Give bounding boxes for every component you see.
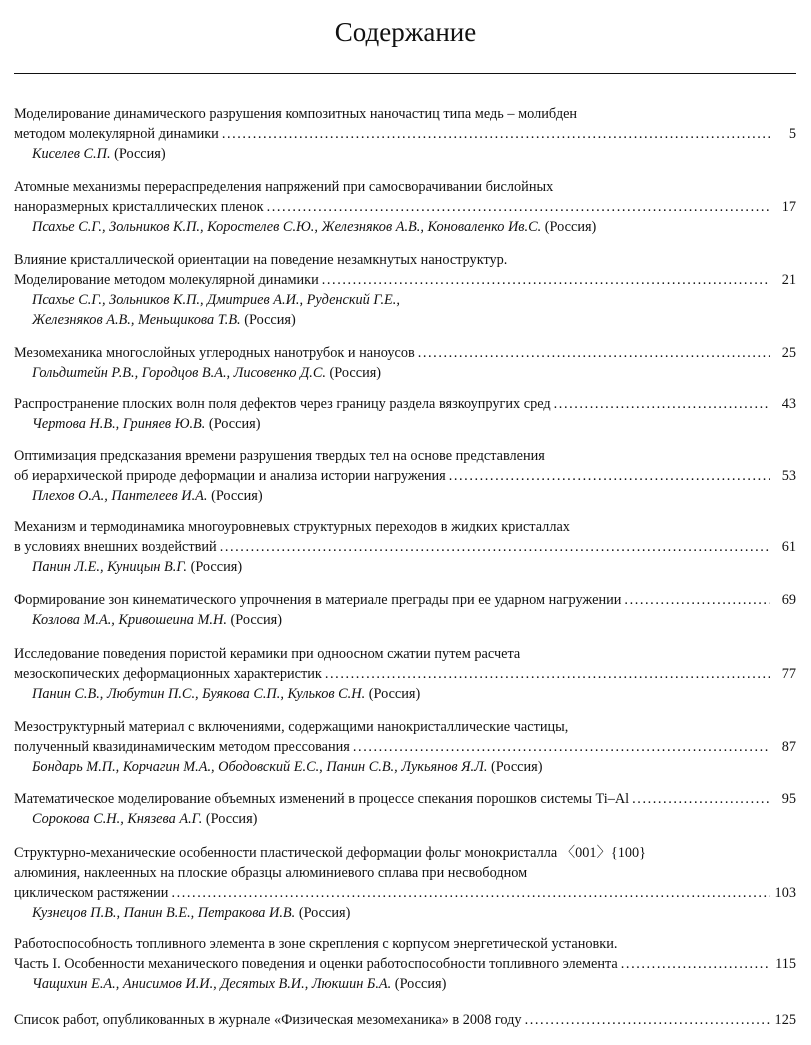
entry-title: Часть I. Особенности механического поведения и оценки работоспособности топливного элемента: [14, 956, 618, 972]
entry-title-line: [14, 883, 796, 903]
dot-leader: [554, 394, 770, 414]
entry-title-line: [14, 590, 796, 610]
entry-title-line: Работоспособность топливного элемента в зоне скрепления с корпусом энергетической установки.: [14, 936, 618, 952]
entry-title-line: Исследование поведения пористой керамики при одноосном сжатии путем расчета: [14, 646, 521, 662]
author-country: (Россия): [365, 686, 421, 702]
author-names: Киселев С.П.: [32, 146, 111, 162]
toc-entry[interactable]: [14, 250, 796, 330]
entry-title: Распространение плоских волн поля дефектов через границу раздела вязкоупругих сред: [14, 396, 551, 412]
entry-title: Математическое моделирование объемных изменений в процессе спекания порошков системы Ti–Al: [14, 791, 630, 807]
entry-title: полученный квазидинамическим методом прессования: [14, 739, 350, 755]
entry-authors: [14, 610, 796, 630]
entry-authors: [14, 217, 796, 237]
author-names: Гольдштейн Р.В., Городцов В.А., Лисовенко Д.С.: [32, 365, 326, 381]
toc-entry[interactable]: [14, 343, 796, 383]
author-names: Псахье С.Г., Зольников К.П., Дмитриев А.И., Руденский Г.Е.,: [32, 292, 400, 308]
toc-entry[interactable]: [14, 717, 796, 777]
author-country: (Россия): [205, 416, 261, 432]
page-number[interactable]: 95: [781, 791, 796, 807]
author-country: (Россия): [202, 811, 258, 827]
author-names: Плехов О.А., Пантелеев И.А.: [32, 488, 208, 504]
toc-entry[interactable]: [14, 517, 796, 577]
entry-title-line: Оптимизация предсказания времени разрушения твердых тел на основе представления: [14, 448, 545, 464]
entry-title-line: Атомные механизмы перераспределения напряжений при самосворачивании бислойных: [14, 179, 554, 195]
author-country: (Россия): [207, 488, 263, 504]
author-country: (Россия): [187, 559, 243, 575]
entry-authors: [14, 809, 796, 829]
page-number[interactable]: 77: [781, 666, 796, 682]
dot-leader: [267, 197, 770, 217]
author-names: Сорокова С.Н., Князева А.Г.: [32, 811, 203, 827]
toc-entry[interactable]: [14, 446, 796, 506]
dot-leader: [220, 537, 770, 557]
author-names: Псахье С.Г., Зольников К.П., Коростелев С.Ю., Железняков А.В., Коноваленко Ив.С.: [32, 219, 542, 235]
entry-title-line: [14, 466, 796, 486]
entry-title: Моделирование методом молекулярной динамики: [14, 272, 319, 288]
entry-authors: [14, 903, 796, 923]
entry-title-line: [14, 124, 796, 144]
author-country: (Россия): [487, 759, 543, 775]
toc-entry[interactable]: [14, 789, 796, 829]
toc-entry[interactable]: [14, 590, 796, 630]
dot-leader: [621, 954, 770, 974]
author-country: (Россия): [226, 612, 283, 628]
author-country: (Россия): [325, 365, 382, 381]
entry-authors: [14, 363, 796, 383]
entry-title-line: [14, 537, 796, 557]
toc-entry[interactable]: [14, 177, 796, 237]
entry-title: циклическом растяжении: [14, 885, 169, 901]
author-country: (Россия): [240, 312, 296, 328]
entry-title-line: [14, 664, 796, 684]
author-names: Бондарь М.П., Корчагин М.А., Ободовский Е.С., Панин С.В., Лукьянов Я.Л.: [32, 759, 488, 775]
entry-title: наноразмерных кристаллических пленок: [14, 199, 264, 215]
entry-title-line: [14, 789, 796, 809]
toc-entry[interactable]: [14, 843, 796, 923]
dot-leader: [449, 466, 770, 486]
dot-leader: [222, 124, 770, 144]
entry-authors: [14, 974, 796, 994]
entry-title: мезоскопических деформационных характеристик: [14, 666, 322, 682]
entry-title-line: Мезоструктурный материал с включениями, содержащими нанокристаллические частицы,: [14, 719, 569, 735]
entry-title-line: Влияние кристаллической ориентации на поведение незамкнутых наноструктур.: [14, 252, 508, 268]
dot-leader: [624, 590, 770, 610]
page-number[interactable]: 25: [781, 345, 796, 361]
entry-title-line: [14, 954, 796, 974]
entry-title: об иерархической природе деформации и анализа истории нагружения: [14, 468, 446, 484]
page-number[interactable]: 125: [774, 1012, 796, 1028]
entry-authors: [14, 290, 796, 310]
page-number[interactable]: 69: [781, 592, 796, 608]
page-number[interactable]: 43: [781, 396, 796, 412]
entry-title-line: [14, 737, 796, 757]
author-names: Панин Л.Е., Куницын В.Г.: [32, 559, 187, 575]
author-names: Кузнецов П.В., Панин В.Е., Петракова И.В.: [32, 905, 296, 921]
entry-title: Список работ, опубликованных в журнале «Физическая мезомеханика» в 2008 году: [14, 1012, 522, 1028]
page-number[interactable]: 5: [788, 126, 796, 142]
page-number[interactable]: 87: [781, 739, 796, 755]
entry-title-line: [14, 197, 796, 217]
dot-leader: [632, 789, 770, 809]
toc-entry[interactable]: [14, 104, 796, 164]
entry-authors: [14, 144, 796, 164]
toc-entry[interactable]: [14, 394, 796, 434]
author-names: Панин С.В., Любутин П.С., Буякова С.П., Кульков С.Н.: [32, 686, 366, 702]
toc-entry[interactable]: [14, 934, 796, 994]
dot-leader: [525, 1010, 770, 1030]
entry-title-line: Механизм и термодинамика многоуровневых структурных переходов в жидких кристаллах: [14, 519, 570, 535]
page-number[interactable]: 61: [781, 539, 796, 555]
entry-title: в условиях внешних воздействий: [14, 539, 217, 555]
entry-title-line: Структурно-механические особенности пластической деформации фольг монокристалла 〈001〉{100}: [14, 845, 647, 861]
entry-title-line: алюминия, наклеенных на плоские образцы алюминиевого сплава при несвободном: [14, 865, 528, 881]
entry-title-line: [14, 394, 796, 414]
author-names: Козлова М.А., Кривошеина М.Н.: [32, 612, 227, 628]
entry-authors: [14, 684, 796, 704]
entry-title: Мезомеханика многослойных углеродных нанотрубок и наноусов: [14, 345, 415, 361]
entry-title-line: [14, 343, 796, 363]
page-number[interactable]: 103: [774, 885, 796, 901]
dot-leader: [353, 737, 770, 757]
dot-leader: [322, 270, 770, 290]
entry-title: Формирование зон кинематического упрочнения в материале преграды при ее ударном нагружении: [14, 592, 622, 608]
author-country: (Россия): [110, 146, 166, 162]
entry-authors: [14, 757, 796, 777]
entry-title-line: Моделирование динамического разрушения композитных наночастиц типа медь – молибден: [14, 106, 578, 122]
toc-entry[interactable]: [14, 644, 796, 704]
dot-leader: [171, 883, 770, 903]
author-names: Чертова Н.В., Гриняев Ю.В.: [32, 416, 206, 432]
entry-authors: [14, 486, 796, 506]
page-title: Содержание: [334, 17, 477, 47]
entry-title-line: [14, 1010, 796, 1030]
page-number[interactable]: 21: [781, 272, 796, 288]
entry-authors: [14, 310, 796, 330]
author-names: Железняков А.В., Меньщикова Т.В.: [32, 312, 241, 328]
dot-leader: [325, 664, 770, 684]
page-number[interactable]: 17: [781, 199, 796, 215]
author-country: (Россия): [295, 905, 351, 921]
entry-title: методом молекулярной динамики: [14, 126, 219, 142]
entry-title-line: [14, 270, 796, 290]
entry-authors: [14, 557, 796, 577]
page-number[interactable]: 53: [781, 468, 796, 484]
author-names: Чащихин Е.А., Анисимов И.И., Десятых В.И., Люкшин Б.А.: [32, 976, 392, 992]
toc-entry[interactable]: [14, 1010, 796, 1030]
page-number[interactable]: 115: [775, 956, 796, 972]
author-country: (Россия): [541, 219, 597, 235]
author-country: (Россия): [391, 976, 447, 992]
entry-authors: [14, 414, 796, 434]
dot-leader: [418, 343, 770, 363]
